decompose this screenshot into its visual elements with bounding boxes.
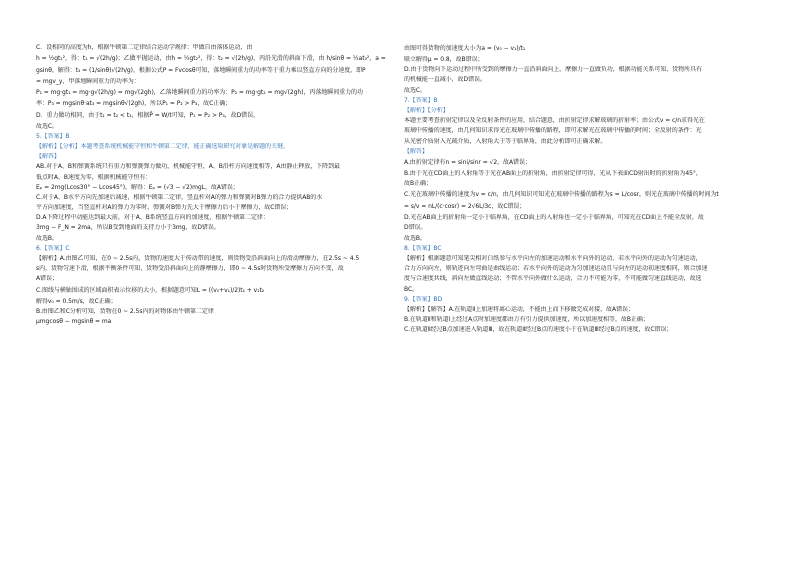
right-text-line: BC。 <box>404 285 419 293</box>
right-text-line: 8.【答案】BC <box>404 244 442 252</box>
left-text-line: 低点时A、B速度为零，根据机械能守恒有： <box>36 173 152 181</box>
left-text-line: C．设相同的高度为h，根据牛顿第二定律结合运动学规律：甲做自由落体运动，由 <box>36 44 253 51</box>
left-column <box>36 44 388 328</box>
left-text-line: 解得v₀ = 0.5m/s，故C正确； <box>36 297 117 305</box>
left-text-line: D．重力做功相同，由于t₁ = t₂ < t₃，根据P̄ = W/t可知，P₁ = P₂ > P₃，故D错误。 <box>36 111 260 119</box>
right-text-line: 故B正确； <box>404 180 432 188</box>
right-text-line: 7.【答案】B <box>404 96 438 104</box>
left-text-line: s内，货物匀速下滑，根据平衡条件可知，货物受沿斜面向上的静摩擦力，即0 ~ 4.5s时货物所受摩擦力方向不变，故 <box>36 265 344 273</box>
left-text-line: 3mg − F_N = 2ma，所以B受到地面的支持力小于3mg，故D错误。 <box>36 224 220 232</box>
right-text-line: B.在轨道Ⅱ和轨道Ⅰ上经过A点时加速度都由万有引力提供加速度，所以加速度相等，故B正确； <box>404 316 649 324</box>
right-text-line: C.光在玻璃中传播的速度为v = c/n，由几何知识可知光在玻璃中传播的路程为s = L/cosr，则光在玻璃中传播的时间为t <box>404 191 719 199</box>
right-text-line: 从光密介质射入光疏介质，入射角大于等于临界角，由此分析即可正确求解。 <box>404 137 607 145</box>
right-text-line: D.由于货物向下运动过程中所受到的摩擦力一直沿斜面向上，摩擦力一直做负功，根据功能关系可知，货物所具有 <box>404 66 702 74</box>
right-text-line: 故选B。 <box>404 234 426 242</box>
left-text-line: 6.【答案】C <box>36 244 70 252</box>
left-text-line: 【解析】A.由图乙可知，在0 ~ 2.5s内，货物的速度大于传动带的速度，则货物受沿斜面向上的滑动摩擦力，在2.5s ~ 4.5 <box>36 255 360 262</box>
left-text-line: μmgcosθ − mgsinθ = ma <box>36 317 112 325</box>
right-text-line: A.由折射定律有n = sini/sinr = √2，故A错误； <box>404 158 531 166</box>
left-text-line: = mgv_y，甲落地瞬间重力的功率为： <box>36 78 140 86</box>
left-text-line: 5.【答案】B <box>36 132 70 140</box>
left-text-line: D.A下降过程中动能达到最大前，对于A、B系统竖直方向的加速度，根据牛顿第二定律： <box>36 214 269 222</box>
right-text-line: 本题主要考查折射定律以及全反射条件的应用，结合题意，由折射定律求解玻璃的折射率；由公式v = c/n求得光在 <box>404 117 705 125</box>
left-text-line: 故选B。 <box>36 234 58 242</box>
left-text-line: Eₚ = 2mg(Lcos30° − Lcos45°)，解得：Eₚ = (√3 − √2)mgL，故A错误； <box>36 183 239 191</box>
right-text-line: 合力方向向左，则轨迹向左弯曲是曲线运动；若水平向外的运动为匀加速运动且与向左的运动初速度相同，则合加速 <box>404 265 708 273</box>
right-text-line: 由图可得货物的加速度大小为a = (v₀ − v₁)/t₁ <box>404 45 526 52</box>
right-text-line: D错误。 <box>404 224 427 232</box>
right-text-line: 联立解得μ = 0.8，故B错误； <box>404 56 484 63</box>
right-text-line: 【解析】【分析】 <box>404 106 449 114</box>
right-text-line: 的机械能一直减小，故D错误。 <box>404 76 486 84</box>
left-text-line: C.图线与横轴围成的区域面积表示位移的大小，根据题意可知L = ((v₀+v₁)/2)t₁ + v₁t₂ <box>36 286 265 294</box>
right-text-line: C.在轨道Ⅱ经过B点加速进入轨道Ⅲ，故在轨道Ⅱ经过B点的速度小于在轨道Ⅲ经过B点的速度，故C错误； <box>404 326 673 334</box>
right-text-line: 故选C。 <box>404 86 426 94</box>
left-text-line: P₁ = mg·gt₁ = mg·g√(2h/g) = mg√(2gh)，乙落地瞬间重力的功率为：P₂ = mg·gt₂ = mg√(2gh)，丙落地瞬间重力的功 <box>36 89 363 97</box>
right-text-line: 玻璃中传播的速度，由几何知识求得光在玻璃中传播的路程，即可求解光在玻璃中传播的时间；全反射的条件：光 <box>404 127 702 135</box>
left-text-line: 平方向加速度，当竖直杆对A的弹力为零时，弹簧对B弹力先大于摩擦力后小于摩擦力，故C错误； <box>36 204 293 212</box>
right-text-line: 【解析】【解答】A.在轨道Ⅱ上加速将离心运动，不能由上而下移做完成对接，故A错误； <box>404 305 634 313</box>
left-text-line: gsinθ，解得：t₃ = (1/sinθ)√(2h/g)，根据公式P = Fvcosθ可知，落地瞬间重力的功率等于重力乘以竖直方向的分速度，即P <box>36 67 366 75</box>
right-column <box>404 44 760 337</box>
left-text-line: C.对于A、B水平方向先加速后减速，根据牛顿第二定律，竖直杆对A的弹力和弹簧对B弹力的合力提供AB的水 <box>36 193 323 201</box>
right-text-line: B.由于光在CD面上的入射角等于光在AB面上的折射角，由折射定律可得，光从下表面CD射出时的折射角为45°， <box>404 169 702 177</box>
right-text-line: 【解答】 <box>404 147 428 155</box>
right-text-line: 9.【答案】BD <box>404 295 443 303</box>
right-text-line: = s/v = nL/(c·cosr) = 2√6L/3c，故C错误； <box>404 203 526 211</box>
left-text-line: B.由图乙和C分析可知，货物在0 ~ 2.5s内的对物体由牛顿第二定律 <box>36 307 214 315</box>
right-text-line: 【解析】根据题意可知笔尖相对白纸参与水平向左的加速运动和水平向外的运动，若水平向外的运动为匀速运动， <box>404 255 702 262</box>
left-text-line: 【解答】 <box>36 153 60 161</box>
left-text-line: 【解析】【分析】本题考查系统机械能守恒和牛顿第二定律，能正确选取研究对象是解题的关键。 <box>36 142 289 150</box>
left-text-line: A错误； <box>36 275 58 283</box>
left-text-line: 故选C。 <box>36 122 58 130</box>
right-text-line: 度与合速度共线，斜向左做直线运动；不管水平向外做什么运动，合力不可能为零，不可能做匀速直线运动，故选 <box>404 275 702 283</box>
left-text-line: h = ½gt₁²，得：t₁ = √(2h/g)；乙做平抛运动，由h = ½gt₂²，得：t₂ = √(2h/g)，丙沿光滑的斜面下滑，由 h/sinθ = ½at₃²，a = <box>36 55 386 63</box>
right-text-line: D.光在AB面上的折射角一定小于临界角，在CD面上的入射角也一定小于临界角，可知光在CD面上不能全反射，故 <box>404 214 704 222</box>
left-text-line: AB.对于A、B和弹簧系统只有重力和弹簧弹力做功，机械能守恒，A、B沿杆方向速度相等，A由静止释放，下降到最 <box>36 163 340 171</box>
left-text-line: 率：P₃ = mgsinθ·at₃ = mgsinθ√(2gh)，所以P₁ = P₂ > P₃，故C正确； <box>36 100 232 108</box>
